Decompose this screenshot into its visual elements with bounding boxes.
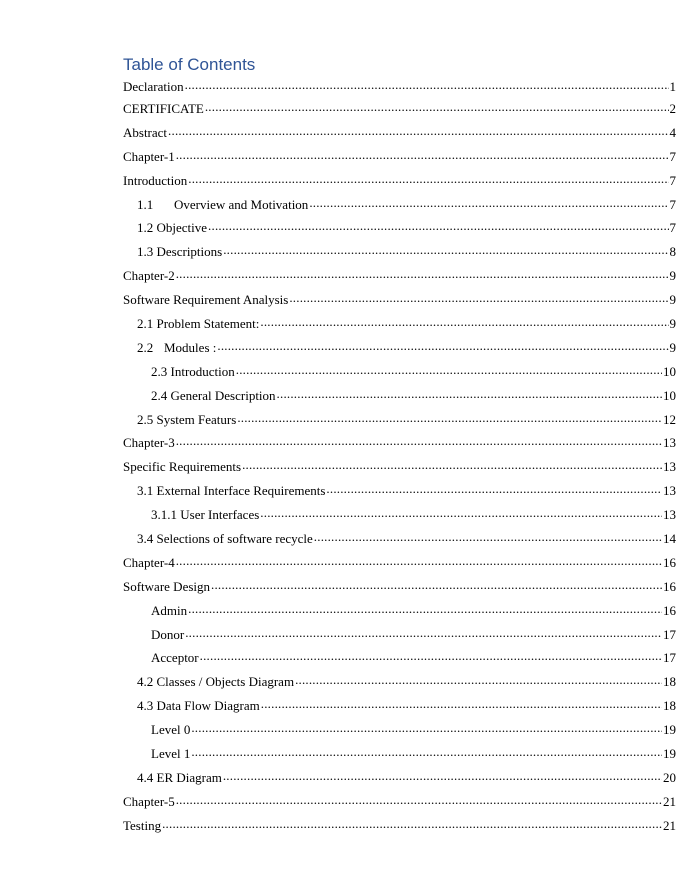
- toc-dot-leader: [295, 673, 662, 686]
- toc-dot-leader: [176, 148, 669, 161]
- toc-page-number: 9: [669, 339, 676, 355]
- toc-dot-leader: [277, 387, 662, 400]
- toc-dot-leader: [223, 769, 662, 782]
- toc-entry-title: Software Requirement Analysis: [123, 292, 289, 308]
- toc-entry[interactable]: [123, 530, 676, 554]
- toc-entry-number: 1.1: [137, 196, 154, 212]
- toc-page-number: 10: [663, 363, 676, 379]
- toc-page-number: 13: [663, 483, 676, 499]
- toc-entry[interactable]: [123, 745, 676, 769]
- toc-entry[interactable]: [123, 602, 676, 626]
- toc-heading: Table of Contents: [123, 55, 256, 74]
- toc-entry-title: 2.1 Problem Statement:: [137, 316, 260, 332]
- toc-page-number: 21: [663, 793, 676, 809]
- toc-page-number: 8: [669, 244, 676, 260]
- toc-entry[interactable]: [123, 387, 676, 411]
- toc-page-number: 1: [669, 79, 676, 94]
- toc-entry-title: Chapter-5: [123, 793, 175, 809]
- toc-dot-leader: [188, 172, 668, 185]
- toc-entry-title: 1.2 Objective: [137, 220, 208, 236]
- table-of-contents: [123, 54, 676, 841]
- toc-entry-title: 2.5 System Featurs: [137, 411, 237, 427]
- toc-entry[interactable]: [123, 148, 676, 172]
- toc-entry-title: 3.4 Selections of software recycle: [137, 531, 313, 547]
- toc-dot-leader: [200, 649, 662, 662]
- toc-entry[interactable]: [123, 697, 676, 721]
- toc-entry[interactable]: [123, 78, 676, 100]
- toc-page-number: 18: [663, 674, 676, 690]
- toc-entry[interactable]: [123, 291, 676, 315]
- toc-page-number: 7: [669, 172, 676, 188]
- toc-page-number: 16: [663, 554, 676, 570]
- toc-dot-leader: [223, 243, 668, 256]
- toc-dot-leader: [191, 721, 662, 734]
- toc-page-number: 12: [663, 411, 676, 427]
- toc-dot-leader: [326, 482, 662, 495]
- toc-dot-leader: [176, 554, 662, 567]
- toc-entry[interactable]: [123, 219, 676, 243]
- toc-list: [123, 78, 676, 841]
- toc-entry-title: Testing: [123, 817, 162, 833]
- toc-entry-title: Abstract: [123, 124, 168, 140]
- toc-dot-leader: [260, 315, 668, 328]
- toc-dot-leader: [217, 339, 668, 352]
- toc-page-number: 2: [669, 101, 676, 116]
- toc-page-number: 17: [663, 626, 676, 642]
- toc-entry-title: 4.2 Classes / Objects Diagram: [137, 674, 295, 690]
- toc-page-number: 20: [663, 769, 676, 785]
- toc-entry[interactable]: [123, 649, 676, 673]
- toc-entry-title: Level 1: [151, 746, 191, 762]
- toc-entry-title: Overview and Motivation: [174, 196, 309, 212]
- toc-entry-number: 2.2: [137, 339, 154, 355]
- toc-entry[interactable]: [123, 172, 676, 196]
- toc-page-number: 13: [663, 507, 676, 523]
- toc-dot-leader: [289, 291, 668, 304]
- toc-entry[interactable]: [123, 434, 676, 458]
- toc-page-number: 7: [669, 220, 676, 236]
- toc-dot-leader: [314, 530, 662, 543]
- toc-entry[interactable]: [123, 458, 676, 482]
- toc-entry[interactable]: [123, 196, 676, 220]
- toc-dot-leader: [260, 506, 662, 519]
- toc-entry-title: 2.4 General Description: [151, 387, 276, 403]
- toc-entry[interactable]: [123, 482, 676, 506]
- toc-page-number: 10: [663, 387, 676, 403]
- toc-entry-title: Donor: [151, 626, 185, 642]
- toc-entry[interactable]: [123, 243, 676, 267]
- toc-page-number: 4: [669, 124, 676, 140]
- toc-entry[interactable]: [123, 673, 676, 697]
- toc-entry[interactable]: [123, 411, 676, 435]
- toc-dot-leader: [176, 267, 669, 280]
- toc-entry-title: Modules :: [164, 339, 217, 355]
- toc-dot-leader: [185, 626, 662, 639]
- toc-entry[interactable]: [123, 817, 676, 841]
- toc-dot-leader: [309, 196, 668, 209]
- toc-entry-title: Specific Requirements: [123, 459, 242, 475]
- toc-entry-title: Acceptor: [151, 650, 199, 666]
- toc-entry-title: 1.3 Descriptions: [137, 244, 223, 260]
- toc-entry-title: Level 0: [151, 722, 191, 738]
- toc-page-number: 13: [663, 435, 676, 451]
- toc-entry[interactable]: [123, 721, 676, 745]
- toc-entry-title: 3.1.1 User Interfaces: [151, 507, 260, 523]
- toc-page-number: 19: [663, 746, 676, 762]
- toc-dot-leader: [185, 78, 669, 91]
- toc-entry[interactable]: [123, 100, 676, 124]
- toc-entry-title: Software Design: [123, 578, 211, 594]
- toc-dot-leader: [188, 602, 662, 615]
- toc-dot-leader: [168, 124, 668, 137]
- toc-dot-leader: [205, 100, 669, 113]
- toc-page-number: 9: [669, 292, 676, 308]
- toc-dot-leader: [237, 411, 662, 424]
- toc-entry[interactable]: [123, 769, 676, 793]
- toc-entry-title: Chapter-1: [123, 148, 175, 164]
- toc-entry-title: Chapter-4: [123, 554, 175, 570]
- toc-page-number: 17: [663, 650, 676, 666]
- toc-dot-leader: [191, 745, 662, 758]
- toc-page-number: 16: [663, 578, 676, 594]
- toc-dot-leader: [261, 697, 662, 710]
- toc-entry[interactable]: [123, 315, 676, 339]
- toc-entry-title: Declaration: [123, 79, 184, 94]
- toc-entry[interactable]: [123, 267, 676, 291]
- toc-entry[interactable]: [123, 124, 676, 148]
- toc-entry-title: Chapter-3: [123, 435, 175, 451]
- toc-entry-title: Admin: [151, 602, 188, 618]
- toc-entry-title: 3.1 External Interface Requirements: [137, 483, 326, 499]
- toc-entry-title: 4.4 ER Diagram: [137, 769, 222, 785]
- toc-page-number: 9: [669, 316, 676, 332]
- toc-entry-title: Introduction: [123, 172, 188, 188]
- toc-entry-title: CERTIFICATE: [123, 101, 204, 116]
- toc-page-number: 7: [669, 148, 676, 164]
- toc-dot-leader: [162, 817, 662, 830]
- toc-entry[interactable]: [123, 578, 676, 602]
- toc-page-number: 19: [663, 722, 676, 738]
- toc-entry[interactable]: [123, 793, 676, 817]
- toc-dot-leader: [242, 458, 662, 471]
- toc-page-number: 21: [663, 817, 676, 833]
- toc-entry[interactable]: [123, 363, 676, 387]
- toc-page-number: 18: [663, 698, 676, 714]
- toc-entry[interactable]: [123, 626, 676, 650]
- toc-page-number: 7: [669, 196, 676, 212]
- toc-page-number: 13: [663, 459, 676, 475]
- toc-entry[interactable]: [123, 554, 676, 578]
- toc-dot-leader: [176, 434, 662, 447]
- toc-page-number: 14: [663, 531, 676, 547]
- toc-entry-title: 4.3 Data Flow Diagram: [137, 698, 260, 714]
- toc-entry-title: Chapter-2: [123, 268, 175, 284]
- toc-dot-leader: [236, 363, 662, 376]
- toc-entry-title: 2.3 Introduction: [151, 363, 235, 379]
- toc-dot-leader: [176, 793, 662, 806]
- toc-entry[interactable]: [123, 506, 676, 530]
- toc-dot-leader: [211, 578, 662, 591]
- toc-page-number: 9: [669, 268, 676, 284]
- toc-page-number: 16: [663, 602, 676, 618]
- toc-dot-leader: [208, 219, 668, 232]
- toc-entry[interactable]: [123, 339, 676, 363]
